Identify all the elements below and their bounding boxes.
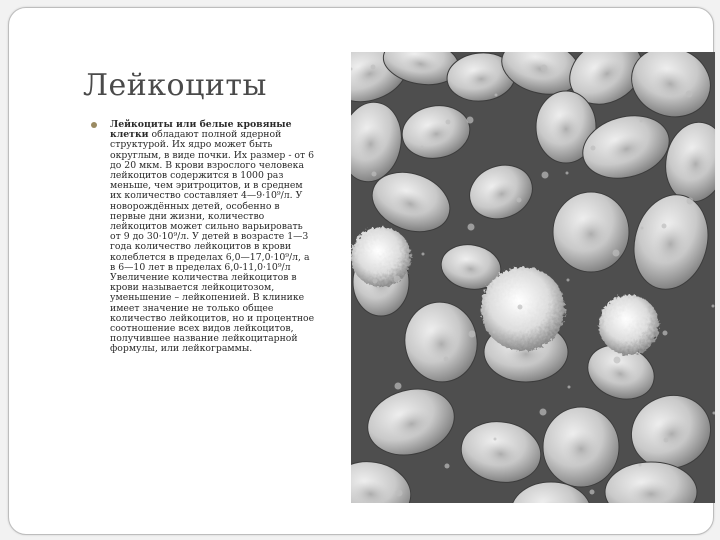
body-paragraph (110, 120, 315, 355)
paragraph-text: обладают полной ядерной структурой. Их ядро может быть округлым, в виде почки. Их размер - от 6 до 20 мкм. В крови взрослого человека лейкоцитов содержится в 1000 раз меньше, чем эритроцитов, и в среднем их количество составляет 4—9·10⁹/л. У новорождённых детей, особенно в первые дни жизни, количество лейкоцитов может сильно варьировать от 9 до 30·10⁹/л. У детей в возрасте 1—3 года количество лейкоцитов в крови колеблется в пределах 6,0—17,0·10⁹/л, а в 6—10 лет в пределах 6,0-11,0·10⁹/л Увеличение количества лейкоцитов в крови называется лейкоцитозом, уменьшение – лейкопенией. В клинике имеет значение не только общее количество лейкоцитов, но и процентное соотношение всех видов лейкоцитов, получившее название лейкоцитарной формулы, или лейкограммы. (110, 129, 315, 355)
white-blood-cell (351, 227, 411, 287)
platelet (640, 120, 643, 123)
platelet (444, 357, 449, 362)
platelet (421, 146, 424, 149)
platelet (541, 65, 548, 72)
platelet (590, 490, 595, 495)
slide-title: Лейкоциты (83, 68, 267, 103)
platelet (662, 224, 667, 229)
platelet (394, 276, 401, 283)
platelet (614, 357, 621, 364)
platelet (518, 305, 523, 310)
platelet (686, 91, 693, 98)
platelet (396, 490, 403, 497)
platelet (540, 409, 547, 416)
white-blood-cell (481, 267, 565, 351)
platelet (712, 305, 715, 308)
platelet (494, 438, 497, 441)
platelet (495, 94, 498, 97)
platelet (639, 464, 642, 467)
platelet (373, 279, 378, 284)
bold-lead: Лейкоциты или белые кровяные клетки (110, 119, 292, 141)
slide (8, 7, 714, 535)
bullet-icon (91, 122, 97, 128)
red-blood-cell (543, 407, 619, 487)
red-blood-cell (553, 192, 629, 272)
platelet (687, 198, 694, 205)
platelet (566, 172, 569, 175)
platelet (641, 227, 644, 230)
white-blood-cell (599, 295, 659, 355)
platelet (467, 117, 474, 124)
platelet (469, 331, 476, 338)
platelet (591, 146, 596, 151)
platelet (567, 279, 570, 282)
platelet (395, 383, 402, 390)
platelet (493, 331, 496, 334)
platelet (664, 438, 669, 443)
platelet (446, 120, 451, 125)
platelet (372, 172, 377, 177)
platelet (371, 65, 376, 70)
platelet (568, 386, 571, 389)
platelet (445, 464, 450, 469)
platelet (517, 198, 522, 203)
platelet (542, 172, 549, 179)
blood-cells-micrograph (351, 52, 715, 503)
platelet (613, 250, 620, 257)
platelet (468, 224, 475, 231)
platelet (663, 331, 668, 336)
platelet (422, 253, 425, 256)
blood-cells-image (351, 52, 715, 503)
